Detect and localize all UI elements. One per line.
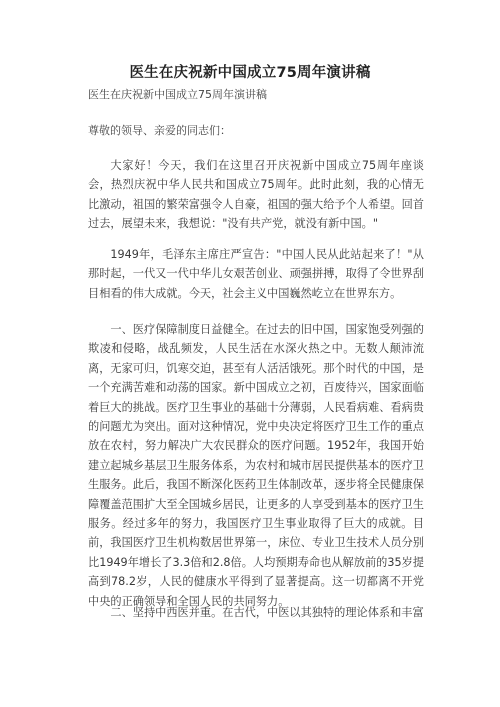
paragraph-history: 1949年，毛泽东主席庄严宣告："中国人民从此站起来了！"从那时起，一代又一代中华儿女艰苦创业、顽强拼搏，取得了令世界刮目相看的伟大成就。今天，社会主义中国巍然屹立在世界东方。: [88, 248, 424, 300]
paragraph-chinese-western-medicine: 二、坚持中西医并重。在古代，中医以其独特的理论体系和丰富: [110, 606, 424, 619]
paragraph-greeting: 大家好！今天，我们在这里召开庆祝新中国成立75周年座谈会，热烈庆祝中华人民共和国成立75周年。此时此刻，我的心情无比激动，祖国的繁荣富强令人自豪，祖国的强大给予个人希望。回首过去，展望未来，我想说："没有共产党，就没有新中国。": [88, 159, 424, 231]
document-title: 医生在庆祝新中国成立75周年演讲稿: [129, 65, 371, 81]
salutation: 尊敬的领导、亲爱的同志们：: [88, 124, 231, 137]
paragraph-medical-security: 一、医疗保障制度日益健全。在过去的旧中国，国家饱受列强的欺凌和侵略，战乱频发，人民生活在水深火热之中。无数人颠沛流离，无家可归，饥寒交迫，甚至有人活活饿死。那个时代的中国，是一个充满苦难和动荡的国家。新中国成立之初，百废待兴，国家面临着巨大的挑战。医疗卫生事业的基础十分薄弱，人民看病难、看病贵的问题尤为突出。面对这种情况，党中央决定将医疗卫生工作的重点放在农村，努力解决广大农民群众的医疗问题。1952年，我国开始建立起城乡基层卫生服务体系，为农村和城市居民提供基本的医疗卫生服务。此后，我国不断深化医药卫生体制改革，逐步将全民健康保障覆盖范围扩大至全国城乡居民，让更多的人享受到基本的医疗卫生服务。经过多年的努力，我国医疗卫生事业取得了巨大的成就。目前，我国医疗卫生机构数居世界第一，床位、专业卫生技术人员分别比1949年增长了3.3倍和2.8倍。人均预期寿命也从解放前的35岁提高到78.2岁，人民的健康水平得到了显著提高。这一切都离不开党中央的正确领导和全国人民的共同努力。: [88, 323, 424, 608]
document-subtitle: 医生在庆祝新中国成立75周年演讲稿: [88, 88, 267, 101]
